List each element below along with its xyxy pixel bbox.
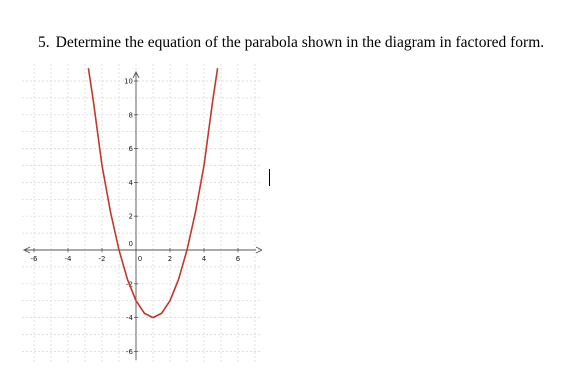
y-tick-label: 0: [128, 240, 133, 248]
parabola-graph: [22, 64, 262, 364]
question-number: 5.: [38, 34, 50, 51]
text-cursor: [269, 169, 270, 186]
y-tick-label: 6: [128, 145, 133, 154]
y-tick-label: -4: [126, 314, 133, 323]
y-tick-label: 4: [128, 178, 133, 187]
y-tick-label: 10: [124, 77, 133, 86]
x-tick-label: -2: [98, 255, 106, 263]
x-tick-label: 2: [167, 255, 173, 263]
x-tick-label: -4: [64, 255, 72, 263]
y-tick-label: 8: [128, 111, 133, 120]
y-tick-label: -6: [126, 347, 133, 356]
graph-svg: [22, 64, 262, 364]
question-prompt: Determine the equation of the parabola shown in the diagram in factored form.: [55, 34, 545, 51]
question-text: [38, 34, 544, 52]
y-tick-label: -2: [126, 280, 133, 289]
x-tick-label: 0: [137, 255, 143, 263]
x-tick-label: -6: [30, 255, 38, 263]
x-tick-label: 6: [235, 255, 241, 263]
y-tick-label: 2: [128, 212, 133, 221]
x-tick-label: 4: [201, 255, 207, 263]
